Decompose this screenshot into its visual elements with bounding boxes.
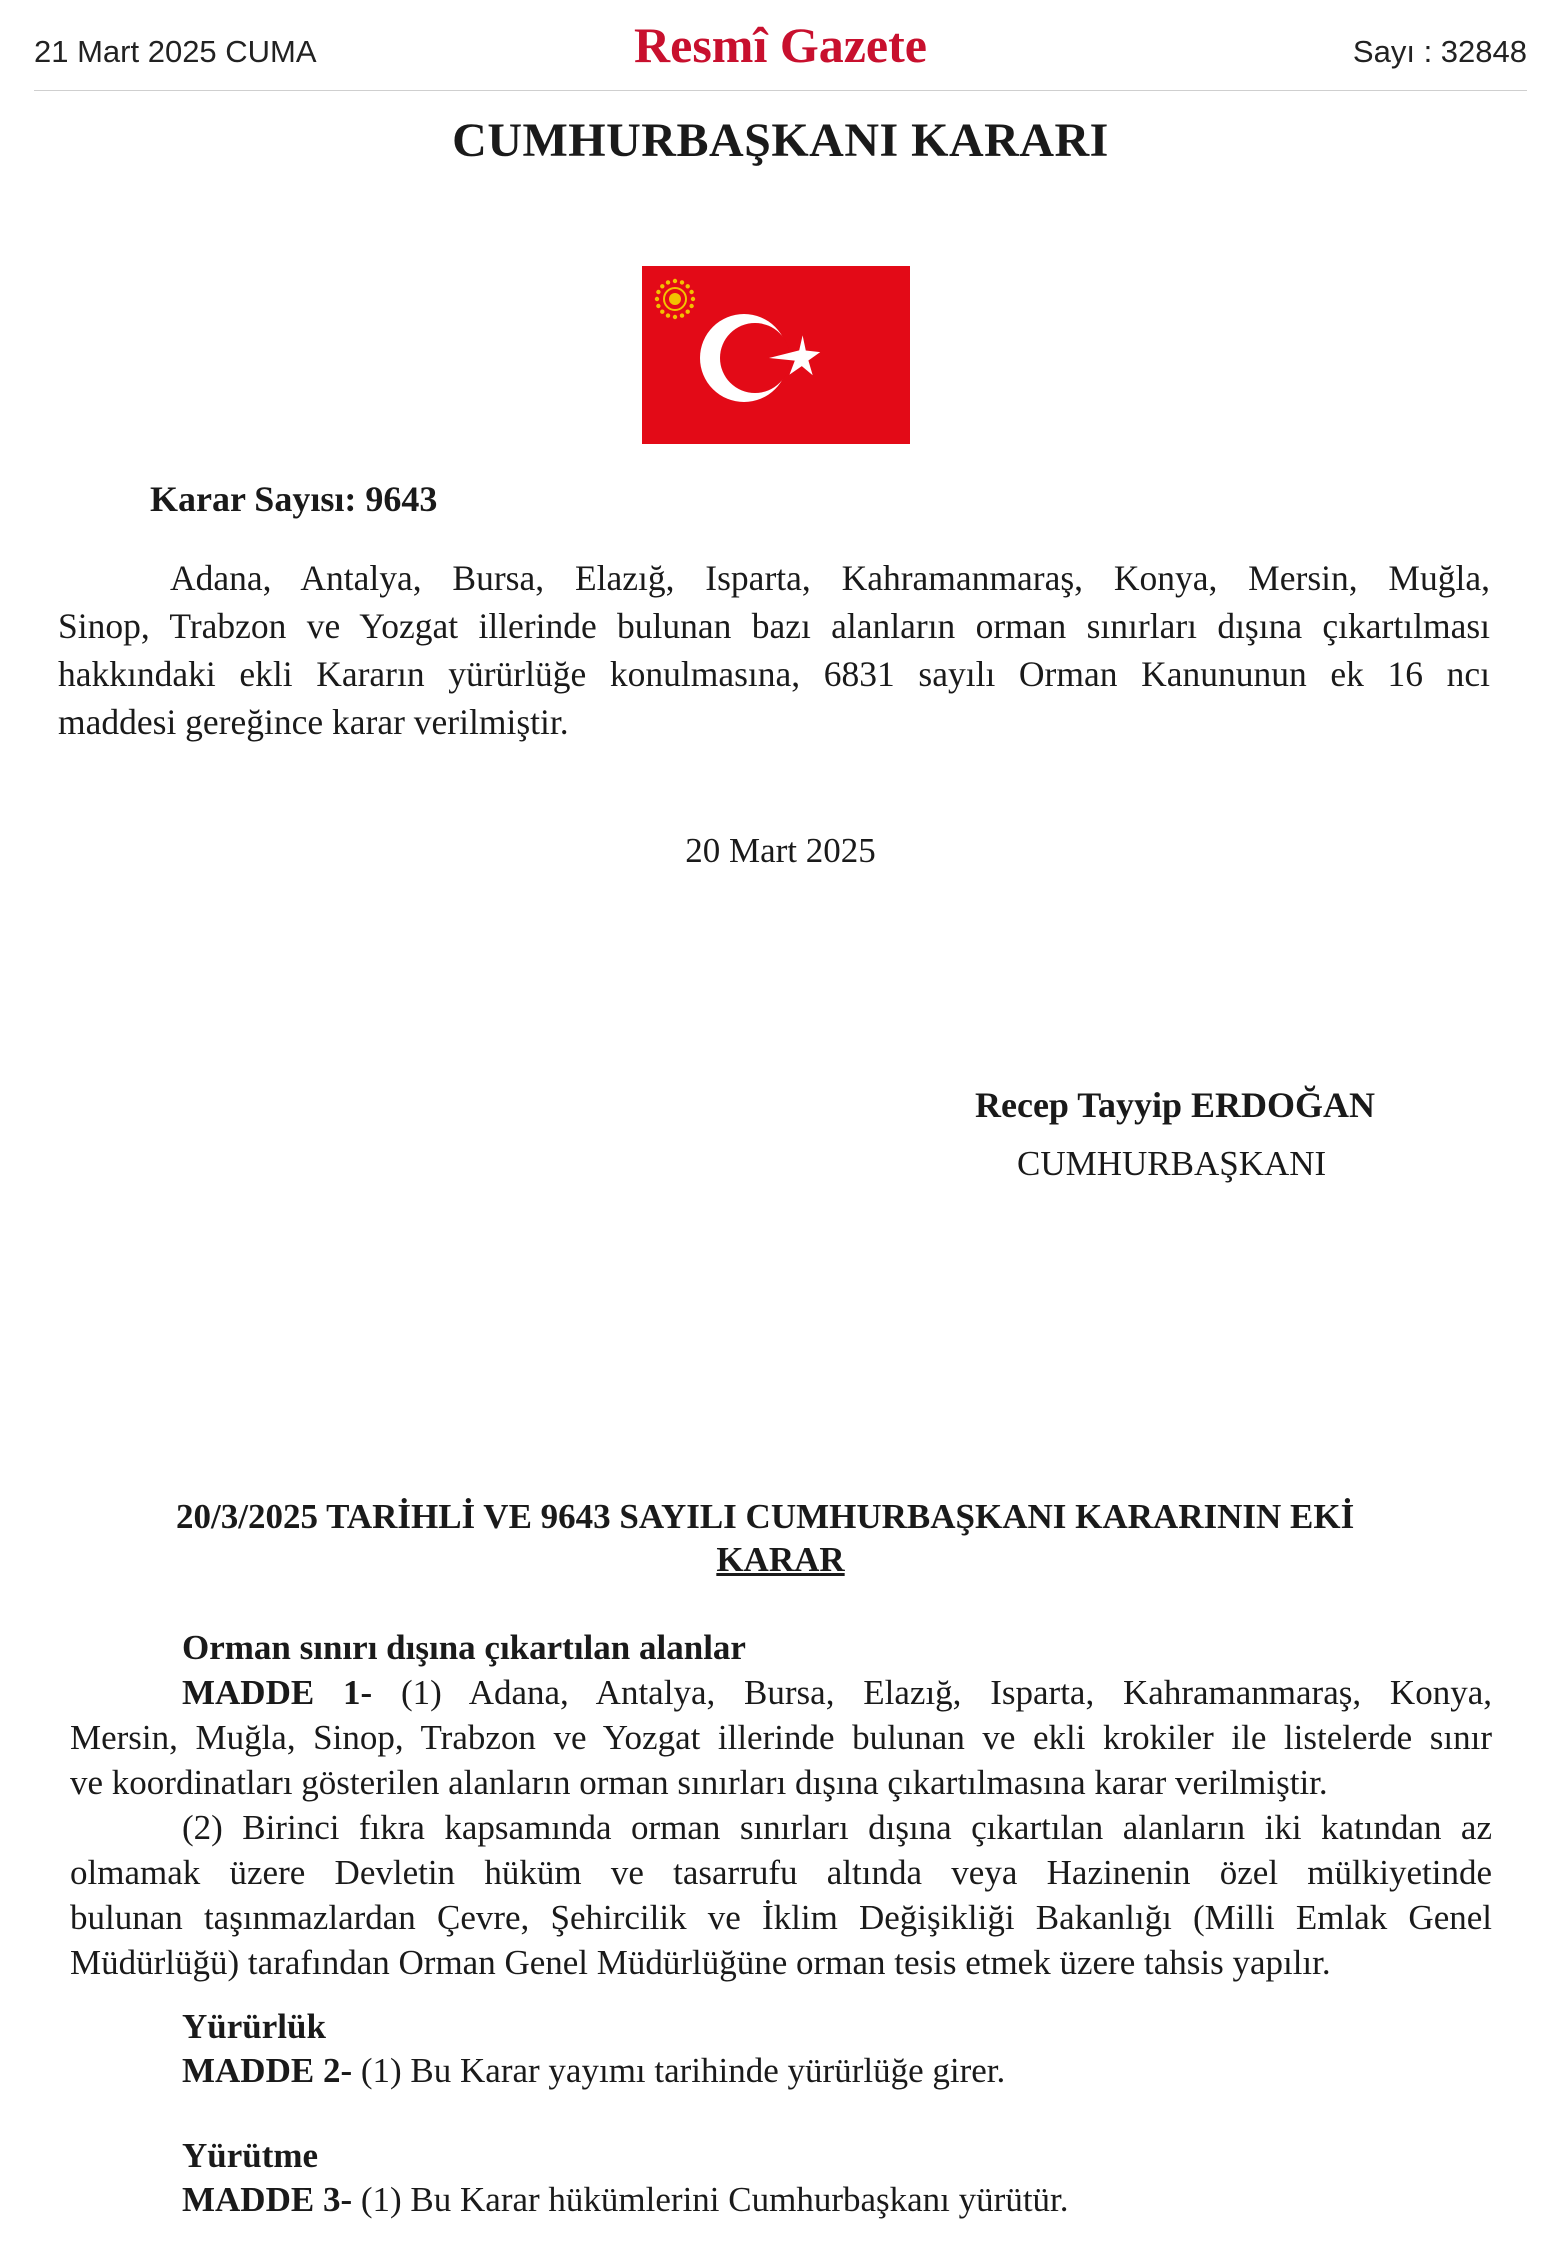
article1-heading: Orman sınırı dışına çıkartılan alanlar [182,1628,746,1667]
article2-heading: Yürürlük [182,2007,326,2046]
annex-title: 20/3/2025 TARİHLİ VE 9643 SAYILI CUMHURBAŞKANI KARARININ EKİ [176,1497,1355,1536]
article1-line: Mersin, Muğla, Sinop, Trabzon ve Yozgat illerinde bulunan ve ekli krokiler ile listelerde sınır [70,1718,1492,1757]
gazette-header [34,17,1527,91]
issue-number: Sayı : 32848 [1352,34,1527,69]
article2-label: MADDE 2- [182,2051,353,2090]
signer-title: CUMHURBAŞKANI [1017,1144,1327,1183]
gazette-name: Resmî Gazete [634,17,927,73]
signer-name: Recep Tayyip ERDOĞAN [975,1085,1376,1125]
article1-line: ve koordinatları gösterilen alanların orman sınırları dışına çıkartılmasına karar verilmiştir. [70,1763,1328,1802]
annex-subtitle: KARAR [716,1540,845,1579]
intro-line: hakkındaki ekli Kararın yürürlüğe konulmasına, 6831 sayılı Orman Kanununun ek 16 ncı [58,654,1490,694]
intro-line: maddesi gereğince karar verilmiştir. [58,702,569,742]
article3-body [182,2180,1069,2220]
article3-heading: Yürütme [182,2136,319,2175]
decision-number: Karar Sayısı: 9643 [150,479,438,519]
article2-text: (1) Bu Karar yayımı tarihinde yürürlüğe girer. [352,2051,1006,2090]
article2-body [182,2051,1005,2091]
intro-paragraph [58,554,1490,746]
article1-p2-line: (2) Birinci fıkra kapsamında orman sınırları dışına çıkartılan alanların iki katından az [182,1808,1492,1847]
intro-line: Adana, Antalya, Bursa, Elazığ, Isparta, Kahramanmaraş, Konya, Mersin, Muğla, [170,558,1490,598]
turkish-flag-emblem [642,266,910,444]
decision-date: 20 Mart 2025 [685,831,876,870]
article1-p2-line: olmamak üzere Devletin hüküm ve tasarrufu altında veya Hazinenin özel mülkiyetinde [70,1853,1492,1892]
article1-p2-line: bulunan taşınmazlardan Çevre, Şehircilik ve İklim Değişikliği Bakanlığı (Milli Emlak Genel [70,1898,1492,1937]
intro-line: Sinop, Trabzon ve Yozgat illerinde bulunan bazı alanların orman sınırları dışına çıkartılması [58,606,1490,646]
article1-p1-start: (1) Adana, Antalya, Bursa, Elazığ, Isparta, Kahramanmaraş, Konya, [372,1673,1492,1712]
article1-label: MADDE 1- [182,1673,373,1712]
article1-p2-line: Müdürlüğü) tarafından Orman Genel Müdürlüğüne orman tesis etmek üzere tahsis yapılır. [70,1943,1331,1982]
article3-label: MADDE 3- [182,2180,353,2219]
header-date: 21 Mart 2025 CUMA [34,34,317,69]
document-title: CUMHURBAŞKANI KARARI [452,114,1109,167]
article3-text: (1) Bu Karar hükümlerini Cumhurbaşkanı yürütür. [352,2180,1069,2219]
article1-first-line [70,1670,1492,1715]
article1-body [70,1670,1492,1985]
